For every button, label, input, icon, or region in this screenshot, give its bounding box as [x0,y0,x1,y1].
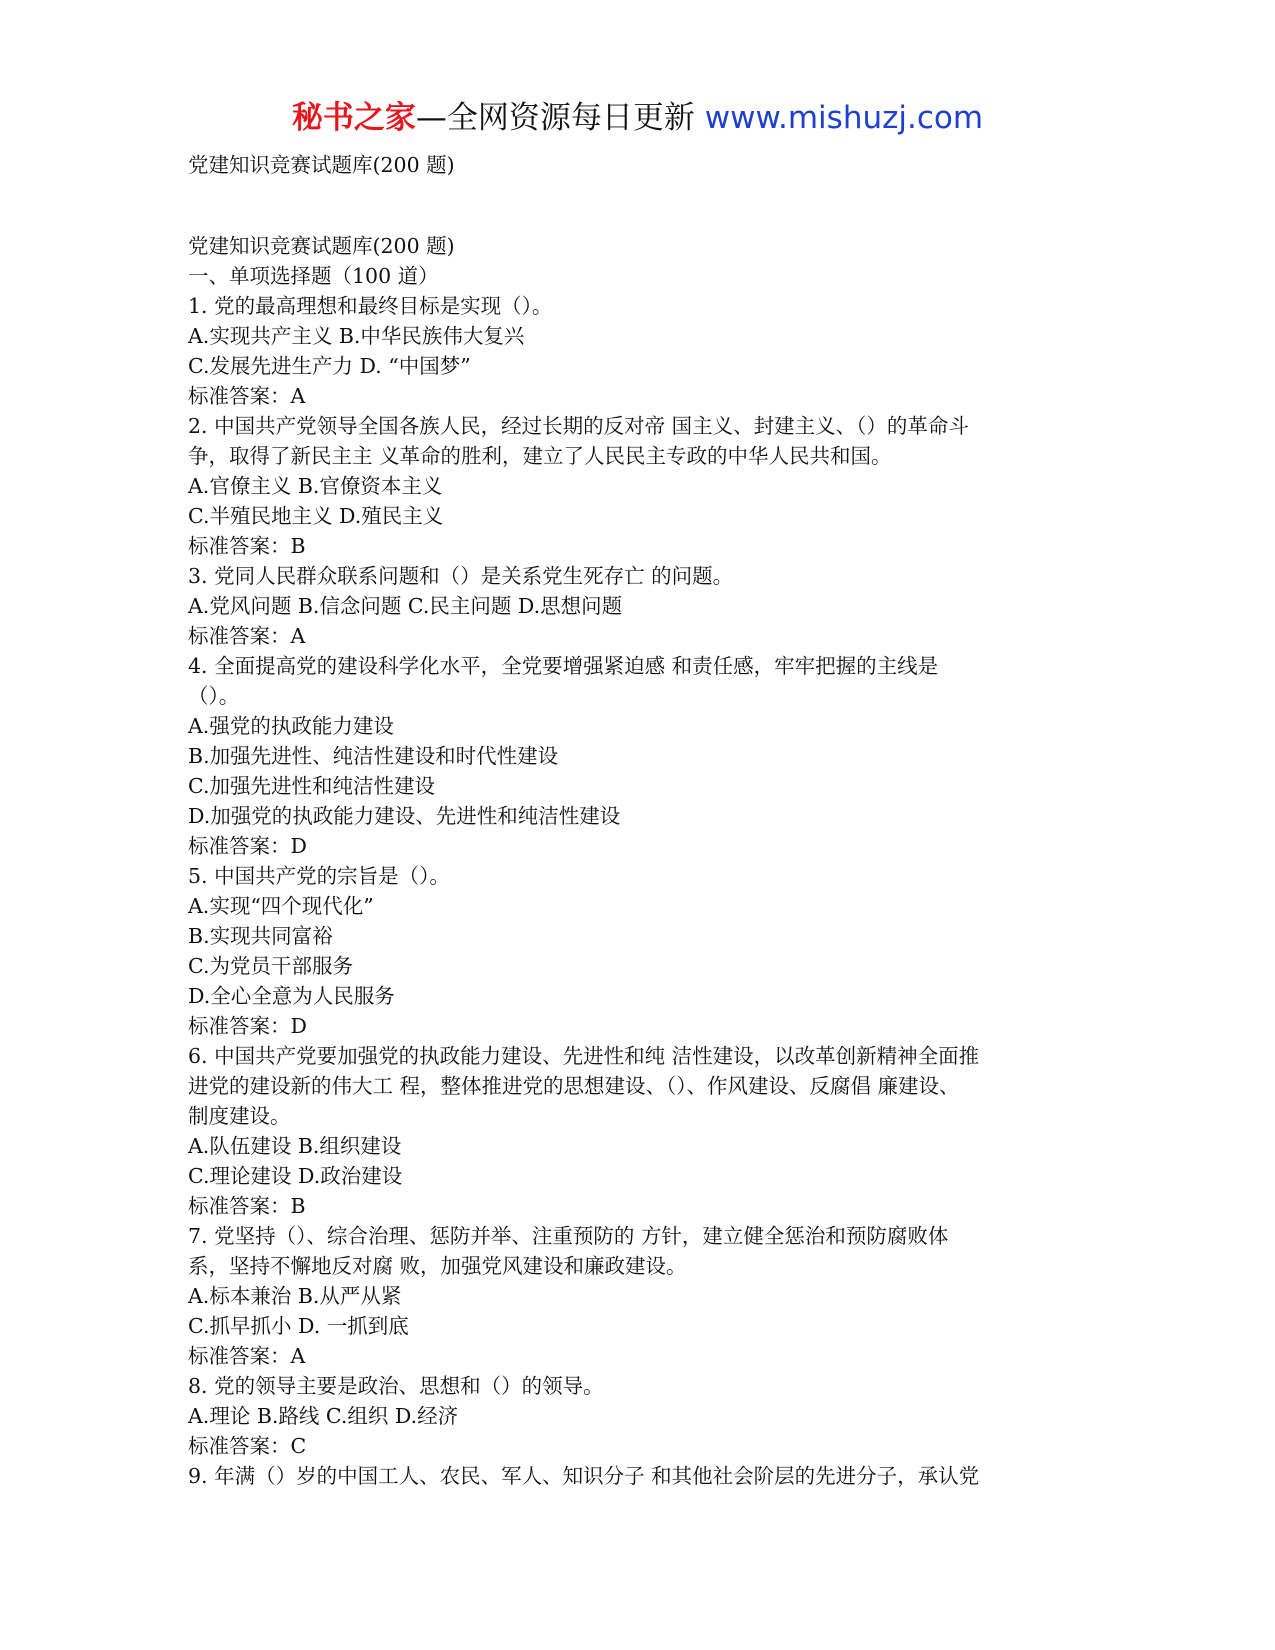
text-line: 标准答案：A [188,1344,306,1368]
text-line: A.标本兼治 B.从严从紧 [188,1284,402,1308]
text-line: D.加强党的执政能力建设、先进性和纯洁性建设 [188,804,621,828]
text-line: 一、单项选择题（100 道） [188,264,439,288]
text-line: C.理论建设 D.政治建设 [188,1164,403,1188]
text-line: A.实现共产主义 B.中华民族伟大复兴 [188,324,525,348]
text-line: A.实现“四个现代化” [188,894,374,918]
text-line: 标准答案：A [188,384,306,408]
text-line: D.全心全意为人民服务 [188,984,395,1008]
text-line: A.党风问题 B.信念问题 C.民主问题 D.思想问题 [188,594,623,618]
text-line: 2. 中国共产党领导全国各族人民，经过长期的反对帝 国主义、封建主义、（）的革命斗 [188,414,969,438]
document-title: 党建知识竞赛试题库(200 题) [188,153,455,177]
text-line: C.为党员干部服务 [188,954,353,978]
text-line: B.实现共同富裕 [188,924,333,948]
text-line: 党建知识竞赛试题库(200 题) [188,234,455,258]
text-line: C.发展先进生产力 D. “中国梦” [188,354,471,378]
text-line: 9. 年满（）岁的中国工人、农民、军人、知识分子 和其他社会阶层的先进分子，承认党 [188,1464,980,1488]
text-line: 进党的建设新的伟大工 程，整体推进党的思想建设、（）、作风建设、反腐倡 廉建设、 [188,1074,960,1098]
text-line: B.加强先进性、纯洁性建设和时代性建设 [188,744,559,768]
header-tagline: —全网资源每日更新 [415,100,695,136]
text-line: C.抓早抓小 D. 一抓到底 [188,1314,409,1338]
text-line: 标准答案：A [188,624,306,648]
text-line: 3. 党同人民群众联系问题和（）是关系党生死存亡 的问题。 [188,564,734,588]
page-header [0,98,1275,138]
text-line: （）。 [188,684,240,708]
text-line: A.队伍建设 B.组织建设 [188,1134,402,1158]
text-line: 5. 中国共产党的宗旨是（）。 [188,864,450,888]
text-line: A.官僚主义 B.官僚资本主义 [188,474,443,498]
text-line: 标准答案：B [188,534,306,558]
text-line: 系，坚持不懈地反对腐 败，加强党风建设和廉政建设。 [188,1254,687,1278]
text-line: 标准答案：C [188,1434,307,1458]
text-line: A.理论 B.路线 C.组织 D.经济 [188,1404,459,1428]
text-line: 标准答案：B [188,1194,306,1218]
brand-name: 秘书之家 [291,100,416,136]
document-body [188,231,1088,1491]
text-line: C.半殖民地主义 D.殖民主义 [188,504,444,528]
text-line: 4. 全面提高党的建设科学化水平，全党要增强紧迫感 和责任感，牢牢把握的主线是 [188,654,939,678]
text-line: 标准答案：D [188,1014,307,1038]
text-line: 6. 中国共产党要加强党的执政能力建设、先进性和纯 洁性建设，以改革创新精神全面推 [188,1044,980,1068]
text-line: 标准答案：D [188,834,307,858]
text-line: 8. 党的领导主要是政治、思想和（）的领导。 [188,1374,604,1398]
text-line: 7. 党坚持（）、综合治理、惩防并举、注重预防的 方针，建立健全惩治和预防腐败体 [188,1224,949,1248]
text-line: A.强党的执政能力建设 [188,714,394,738]
text-line: C.加强先进性和纯洁性建设 [188,774,435,798]
text-line: 争，取得了新民主主 义革命的胜利，建立了人民民主专政的中华人民共和国。 [188,444,892,468]
text-line: 1. 党的最高理想和最终目标是实现（）。 [188,294,553,318]
website-link[interactable]: www.mishuzj.com [704,100,984,136]
text-line: 制度建设。 [188,1104,291,1128]
